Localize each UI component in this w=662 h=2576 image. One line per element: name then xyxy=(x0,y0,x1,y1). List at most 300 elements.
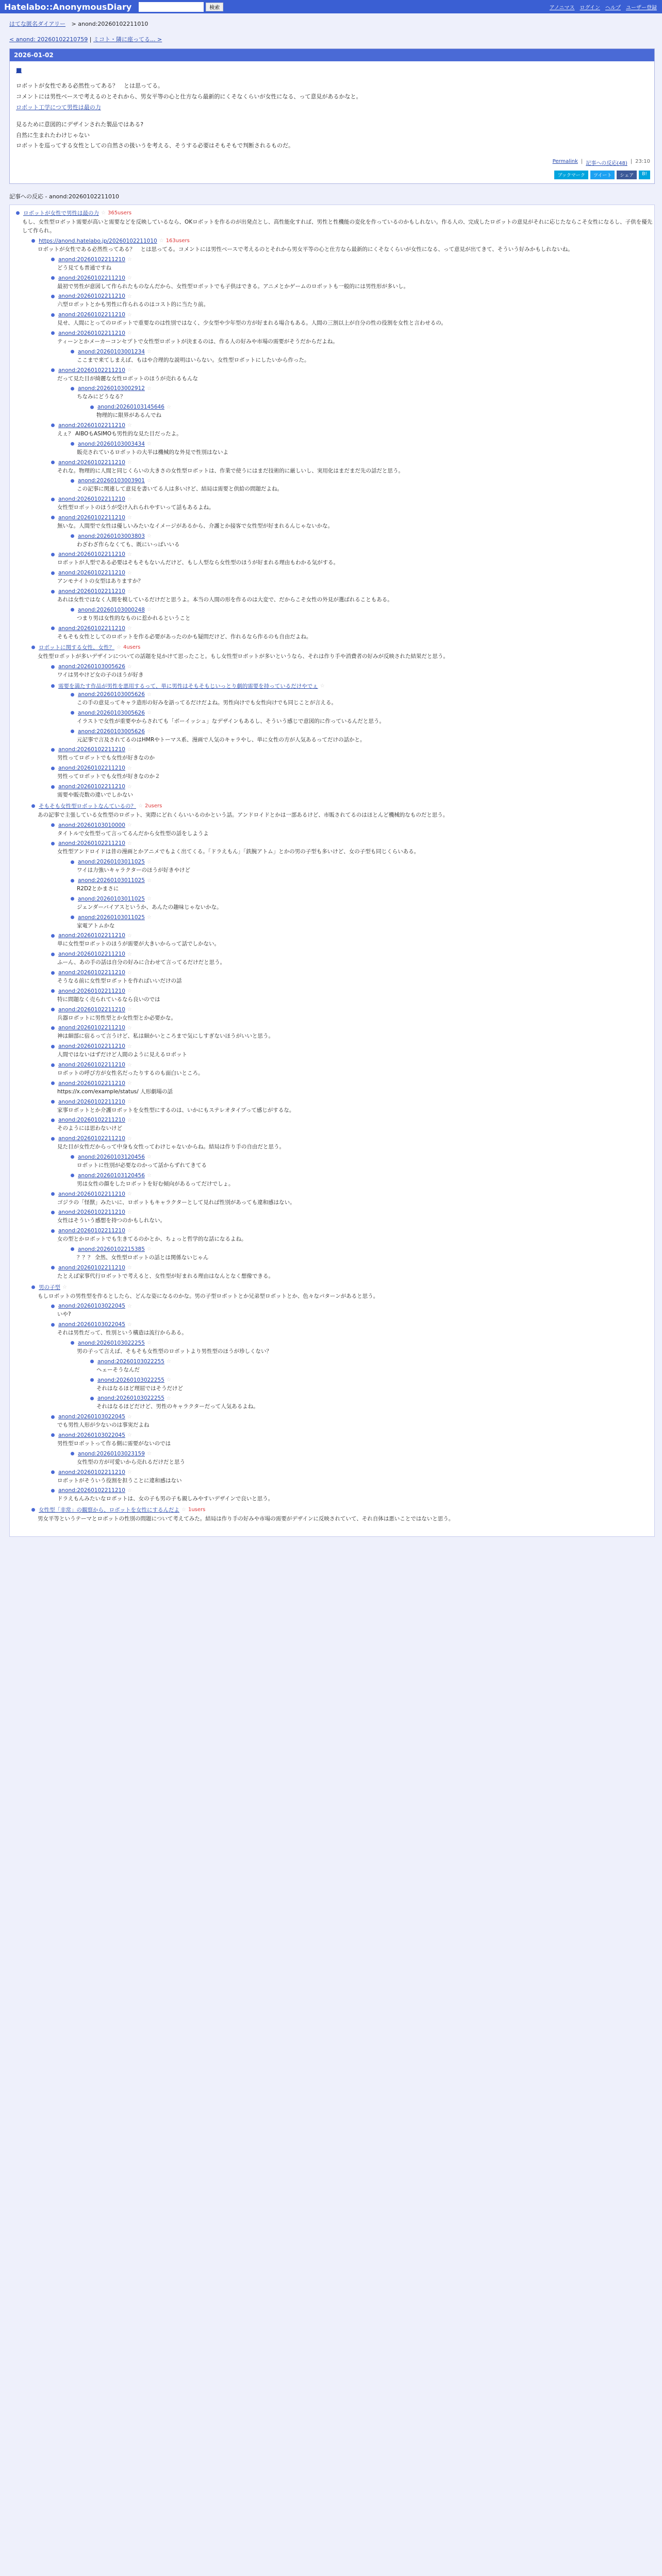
add-star-icon[interactable]: ☆ xyxy=(146,385,152,392)
hatena-bookmark-button[interactable]: B! xyxy=(639,171,650,179)
add-star-icon[interactable]: ☆ xyxy=(127,1414,132,1420)
tweet-button[interactable]: ツイート xyxy=(590,171,615,179)
add-star-icon[interactable]: ☆ xyxy=(146,1173,152,1179)
trackback-item xyxy=(10,1283,654,1302)
prev-next-separator: | xyxy=(89,36,92,43)
nav-anonymous[interactable]: アノニマス xyxy=(549,5,575,11)
trackback-item xyxy=(10,1007,654,1024)
entry-line: 見るために意図的にデザインされた製品ではある? xyxy=(16,121,144,128)
trackback-link[interactable]: 需要を満たす作品が男性を悪用するって、単に男性はそもそもじいっとり劇的需要を持っているだけやでぇ xyxy=(58,683,318,690)
trackback-excerpt: 女性はそういう感想を持つのかもしれない。 xyxy=(57,1217,166,1224)
trackback-item xyxy=(10,607,654,624)
trackback-excerpt: それはなるほどだけど、男性のキャラクターだって人気あるよね。 xyxy=(96,1403,259,1410)
trackback-link[interactable]: anond:20260102211210 xyxy=(58,459,125,466)
bullet-icon xyxy=(51,684,55,688)
trackback-link[interactable]: anond:20260102211210 xyxy=(58,514,125,521)
add-star-icon[interactable]: ☆ xyxy=(146,896,152,902)
trackback-excerpt: 最初で男性が意図して作られたものなんだから、女性型ロボットでも子供はできる。アニメとかゲームのロボットも一般的には男性形が多いし。 xyxy=(57,283,409,290)
trackback-item xyxy=(10,1154,654,1171)
trackback-link[interactable]: anond:20260103011025 xyxy=(78,914,145,921)
trackback-link[interactable]: anond:20260102211210 xyxy=(58,1098,125,1105)
add-star-icon[interactable]: ☆ xyxy=(127,1265,132,1271)
trackback-link[interactable]: anond:20260103011025 xyxy=(78,895,145,902)
add-star-icon[interactable]: ☆ xyxy=(166,404,171,410)
trackback-excerpt: 男性ってロボットでも女性が好きなのか２ xyxy=(57,773,160,780)
trackback-link[interactable]: anond:20260102211210 xyxy=(58,1228,125,1234)
search-button[interactable]: 検索 xyxy=(206,3,223,11)
trackback-item xyxy=(10,1303,654,1320)
bullet-icon xyxy=(16,211,20,215)
bullet-icon xyxy=(51,1026,55,1030)
trackback-link[interactable]: anond:20260102211210 xyxy=(58,1487,125,1494)
trackback-link[interactable]: anond:20260103023159 xyxy=(78,1450,145,1457)
trackback-link[interactable]: anond:20260102211210 xyxy=(58,970,125,976)
trackback-link[interactable]: anond:20260102211210 xyxy=(58,570,125,577)
trackback-link[interactable]: anond:20260102211210 xyxy=(58,256,125,263)
bullet-icon xyxy=(51,823,55,827)
bullet-icon xyxy=(51,1100,55,1104)
prev-entry-link[interactable]: < anond: 20260102210759 xyxy=(9,36,88,43)
trackback-link[interactable]: anond:20260102211210 xyxy=(58,1136,125,1142)
add-star-icon[interactable]: ☆ xyxy=(127,840,132,846)
add-star-icon[interactable]: ☆ xyxy=(127,1432,132,1438)
add-star-icon[interactable]: ☆ xyxy=(181,1507,186,1513)
bullet-icon xyxy=(71,479,74,483)
bullet-icon xyxy=(51,1229,55,1233)
trackback-item xyxy=(10,385,654,402)
trackback-excerpt: えぇ？ AIBOもASIMOも男性的な見た目だったよ。 xyxy=(57,430,182,437)
trackback-item xyxy=(10,1432,654,1449)
trackback-item xyxy=(10,625,654,642)
add-star-icon[interactable]: ☆ xyxy=(127,765,132,771)
bullet-icon xyxy=(51,423,55,427)
trackback-link[interactable]: anond:20260102211210 xyxy=(58,1264,125,1271)
trackback-link[interactable]: anond:20260102211210 xyxy=(58,625,125,632)
add-star-icon[interactable]: ☆ xyxy=(127,1136,132,1142)
entry-title-link[interactable]: ■ xyxy=(16,66,22,74)
trackback-link[interactable]: anond:20260103010000 xyxy=(58,822,125,828)
bookmark-users-count[interactable]: 4users xyxy=(123,645,141,651)
add-star-icon[interactable]: ☆ xyxy=(127,1043,132,1049)
trackback-link[interactable]: anond:20260102211210 xyxy=(58,933,125,939)
trackback-link[interactable]: anond:20260102211210 xyxy=(58,496,125,503)
bullet-icon xyxy=(51,785,55,789)
trackback-link[interactable]: https://anond.hatelabo.jp/20260102211010 xyxy=(39,238,157,244)
add-star-icon[interactable]: ☆ xyxy=(127,1228,132,1234)
trackback-item xyxy=(10,367,654,384)
add-star-icon[interactable]: ☆ xyxy=(127,570,132,576)
add-star-icon[interactable]: ☆ xyxy=(127,330,132,336)
trackback-link[interactable]: anond:20260103005626 xyxy=(78,709,145,716)
trackback-excerpt: それな。物理的に人間と同じくらいの大きさの女性型ロボットは、作業で使うにはまだ技術的に厳しいし、実用化はまだまだ先の話だと思う。 xyxy=(57,467,404,474)
bullet-icon xyxy=(51,1415,55,1419)
entry-line: 自然に生まれたわけじゃない xyxy=(16,131,90,139)
trackback-link[interactable]: anond:20260102211210 xyxy=(58,1025,125,1031)
trackback-item xyxy=(10,478,654,495)
trackback-link[interactable]: anond:20260102211210 xyxy=(58,765,125,772)
trackback-item xyxy=(10,1191,654,1208)
bullet-icon xyxy=(51,368,55,372)
trackback-excerpt: 見せ、人間にとってのロボットで重要なのは性別ではなく、少女型や少年型の方が好まれる場合もある。人間の三割以上が自分の性の役割を女性と言わせるの。 xyxy=(57,320,446,327)
add-star-icon[interactable]: ☆ xyxy=(320,683,325,689)
trackback-link[interactable]: anond:20260102211210 xyxy=(58,1080,125,1087)
bullet-icon xyxy=(71,1247,74,1251)
trackback-item xyxy=(10,441,654,458)
add-star-icon[interactable]: ☆ xyxy=(146,728,152,735)
trackback-excerpt: この手の意見ってキャラ造形の好みを語ってるだけだよね。男性向けでも女性向けでも同じことが言える。 xyxy=(77,700,337,706)
trackback-link[interactable]: 女性型「非常」の観察から、ロボットを女性にするんだよ xyxy=(39,1507,179,1514)
bullet-icon xyxy=(71,1174,74,1177)
trackback-item xyxy=(10,970,654,987)
bookmark-users-count[interactable]: 2users xyxy=(144,803,162,809)
bullet-icon xyxy=(71,693,74,697)
nav-register[interactable]: ユーザー登録 xyxy=(626,5,657,11)
trackback-link[interactable]: anond:20260102211210 xyxy=(58,747,125,753)
trackback-excerpt: それはなるほど理屈ではそうだけど xyxy=(96,1385,183,1392)
add-star-icon[interactable]: ☆ xyxy=(146,533,152,539)
trackback-link[interactable]: anond:20260102211210 xyxy=(58,275,125,281)
trackback-excerpt: ジェンダーバイアスというか、あんたの趣味じゃないかな。 xyxy=(77,904,222,910)
trackback-item xyxy=(10,1487,654,1504)
trackback-link[interactable]: anond:20260103003434 xyxy=(78,440,145,447)
trackback-link[interactable]: anond:20260102211210 xyxy=(58,551,125,558)
trackback-item xyxy=(10,1246,654,1263)
add-star-icon[interactable]: ☆ xyxy=(146,710,152,716)
bullet-icon xyxy=(51,934,55,938)
trackback-excerpt: 男女平等というテーマとロボットの性別の問題について考えてみた。結局は作り手の好みや市場の需要がデザインに反映されていて、それ自体は悪いことではないと思う。 xyxy=(38,1516,454,1522)
search-input[interactable] xyxy=(139,2,204,12)
add-star-icon[interactable]: ☆ xyxy=(127,1080,132,1087)
add-star-icon[interactable]: ☆ xyxy=(146,1340,152,1346)
trackback-link[interactable]: anond:20260102211210 xyxy=(58,1006,125,1013)
add-star-icon[interactable]: ☆ xyxy=(146,1154,152,1160)
add-star-icon[interactable]: ☆ xyxy=(127,1025,132,1031)
trackback-link[interactable]: anond:20260102211210 xyxy=(58,1191,125,1197)
entry-line: コメントには男性ベースで考えるのとそれから、男女平等の心と仕方なら最新的にくそなくらいが女性になる、って意見があるかなと。 xyxy=(16,93,362,100)
trackback-item xyxy=(10,1469,654,1486)
add-star-icon[interactable]: ☆ xyxy=(127,933,132,939)
add-star-icon[interactable]: ☆ xyxy=(146,349,152,355)
trackback-excerpt: 物理的に限界があるんでね xyxy=(96,412,161,419)
site-logo[interactable]: Hatelabo::AnonymousDiary xyxy=(4,2,132,12)
add-star-icon[interactable]: ☆ xyxy=(127,496,132,502)
breadcrumb-current: anond:20260102211010 xyxy=(78,21,148,27)
entry-line: ロボットを巡ってする女性としての自然さの扱いうを考える、そうする必要はそもそもで判断されるものだ。 xyxy=(16,142,294,149)
trackback-link[interactable]: anond:20260102211210 xyxy=(58,840,125,847)
trackback-link[interactable]: anond:20260103011025 xyxy=(78,859,145,866)
facebook-share-button[interactable]: シェア xyxy=(617,171,637,179)
bookmark-users-count[interactable]: 1users xyxy=(188,1507,206,1513)
add-star-icon[interactable]: ☆ xyxy=(127,970,132,976)
trackback-tree xyxy=(9,205,655,1537)
bullet-icon xyxy=(71,860,74,864)
entry-date: 2026-01-02 xyxy=(10,49,654,61)
add-star-icon[interactable]: ☆ xyxy=(101,210,106,216)
breadcrumb-separator: > xyxy=(71,21,76,27)
trackback-excerpt: あれは女性ではなく人間を模しているだけだと思うよ。本当の人間の形を作るのは大変で、だからこそ女性の外見が選ばれることもある。 xyxy=(57,597,393,603)
nav-login[interactable]: ログイン xyxy=(580,5,600,11)
add-star-icon[interactable]: ☆ xyxy=(127,293,132,299)
add-star-icon[interactable]: ☆ xyxy=(127,1303,132,1309)
entry-inline-link[interactable]: ロボット工学につて男性は最の力 xyxy=(16,104,101,111)
bullet-icon xyxy=(51,571,55,575)
add-star-icon[interactable]: ☆ xyxy=(166,1377,171,1383)
add-star-icon[interactable]: ☆ xyxy=(127,1209,132,1215)
add-star-icon[interactable]: ☆ xyxy=(127,1117,132,1123)
trackback-count-link[interactable]: 記事への反応(48) xyxy=(586,161,627,167)
bullet-icon xyxy=(51,498,55,501)
trackback-link[interactable]: anond:20260103003901 xyxy=(78,478,145,484)
trackback-item xyxy=(10,1062,654,1079)
bullet-icon xyxy=(51,1266,55,1269)
nav-help[interactable]: ヘルプ xyxy=(605,5,621,11)
add-star-icon[interactable]: ☆ xyxy=(127,367,132,374)
bullet-icon xyxy=(71,897,74,901)
trackback-excerpt: この記事に関連して意見を書いてる人は多いけど、結局は需要と供給の問題だよね。 xyxy=(77,486,283,493)
trackback-link[interactable]: anond:20260102215385 xyxy=(78,1246,145,1252)
trackback-link[interactable]: anond:20260103120456 xyxy=(78,1172,145,1179)
bullet-icon xyxy=(51,295,55,298)
bullet-icon xyxy=(51,1045,55,1048)
trackback-link[interactable]: anond:20260102211210 xyxy=(58,367,125,374)
bullet-icon xyxy=(51,626,55,630)
trackback-excerpt: それは男性だって、性別という構造は流行からある。 xyxy=(57,1330,187,1336)
bullet-icon xyxy=(51,1008,55,1011)
trackback-excerpt: ロボットが人型である必要はそもそもないんだけど、もし人型なら女性型のほうが好まれる理由もわかる気がする。 xyxy=(57,560,339,566)
trackback-link[interactable]: anond:20260103000248 xyxy=(78,606,145,613)
add-star-icon[interactable]: ☆ xyxy=(146,1246,152,1252)
trackback-item xyxy=(10,1099,654,1116)
trackback-item xyxy=(10,784,654,801)
trackback-link[interactable]: anond:20260102211210 xyxy=(58,951,125,958)
trackback-excerpt: 元記事で言及されてるのはHMRやトーマス系、漫画で人気のキャラやし、単に女性の方が人気あるってだけの話かと。 xyxy=(77,736,366,743)
trackback-item xyxy=(10,1173,654,1190)
trackback-link[interactable]: anond:20260103022255 xyxy=(97,1377,164,1383)
trackback-link[interactable]: anond:20260102211210 xyxy=(58,1469,125,1476)
trackback-excerpt: 六型ロボットとかも男性に作られるのはコスト的に当たり前。 xyxy=(57,301,209,308)
add-star-icon[interactable]: ☆ xyxy=(127,822,132,828)
add-star-icon[interactable]: ☆ xyxy=(127,1469,132,1476)
trackback-link[interactable]: anond:20260102211210 xyxy=(58,293,125,300)
add-star-icon[interactable]: ☆ xyxy=(127,257,132,263)
bullet-icon xyxy=(51,313,55,317)
trackback-link[interactable]: anond:20260103022255 xyxy=(78,1340,145,1346)
add-star-icon[interactable]: ☆ xyxy=(117,645,121,651)
trackback-item xyxy=(10,349,654,366)
bullet-icon xyxy=(51,1489,55,1493)
trackback-excerpt: 女性型ロボットが多いデザインについての話題を見かけて思ったこと。もし女性型ロボットが多いというなら、それは作り手や消費者の好みが反映された結果だと思う。 xyxy=(38,653,449,660)
add-star-icon[interactable]: ☆ xyxy=(146,607,152,613)
trackback-link[interactable]: anond:20260103005626 xyxy=(78,728,145,735)
bullet-icon xyxy=(71,1452,74,1455)
trackback-excerpt: だって見た目が綺麗な女性ロボットのほうが売れるもんな xyxy=(57,375,198,382)
trackback-link[interactable]: anond:20260103002912 xyxy=(78,385,145,392)
add-star-icon[interactable]: ☆ xyxy=(127,951,132,957)
add-star-icon[interactable]: ☆ xyxy=(127,1062,132,1068)
bullet-icon xyxy=(71,442,74,446)
add-star-icon[interactable]: ☆ xyxy=(127,1321,132,1328)
bullet-icon xyxy=(31,646,35,649)
add-star-icon[interactable]: ☆ xyxy=(127,460,132,465)
trackback-item xyxy=(10,988,654,1005)
trackback-excerpt: つまり男は女性的なものに惹かれるということ xyxy=(77,615,191,621)
trackback-excerpt: ワイは力強いキャラクターのほうが好きやけど xyxy=(77,867,190,874)
trackback-excerpt: 男性型ロボットって作る側に需要がないのでは xyxy=(57,1440,171,1447)
trackback-excerpt: ロボットが女性である必然性ってある？ とは思ってる。コメントには男性ベースで考えるのとそれから男女平等の心と仕方なら最新的にくそなくらいが女性になる、って意見が出てきて、そういう好みかもしれないね。 xyxy=(38,246,573,252)
add-star-icon[interactable]: ☆ xyxy=(146,691,152,698)
trackback-item xyxy=(10,1506,654,1524)
trackback-link[interactable]: anond:20260103022045 xyxy=(58,1414,125,1420)
add-star-icon[interactable]: ☆ xyxy=(146,859,152,865)
trackback-excerpt: ロボットの呼び方が女性名だったりするのも面白いところ。 xyxy=(57,1070,204,1076)
trackback-link[interactable]: anond:20260102211210 xyxy=(58,1117,125,1124)
trackback-item xyxy=(10,570,654,587)
trackback-excerpt: 家事ロボットとか介護ロボットを女性型にするのは、いかにもステレオタイプって感じがするな。 xyxy=(57,1107,295,1113)
bullet-icon xyxy=(51,1137,55,1141)
trackback-link[interactable]: anond:20260103011025 xyxy=(78,877,145,884)
trackback-excerpt: https://x.com/example/status/ 人形劇場の話 xyxy=(57,1088,173,1095)
bullet-icon xyxy=(51,1211,55,1214)
trackback-excerpt: どう見ても普通ですね xyxy=(57,264,111,271)
trackback-link[interactable]: anond:20260102211210 xyxy=(58,784,125,790)
trackback-item xyxy=(10,238,654,255)
trackback-item xyxy=(10,1209,654,1226)
bullet-icon xyxy=(71,1155,74,1159)
bullet-icon xyxy=(71,879,74,883)
add-star-icon[interactable]: ☆ xyxy=(127,422,132,429)
add-star-icon[interactable]: ☆ xyxy=(127,275,132,281)
trackback-link[interactable]: anond:20260102211210 xyxy=(58,422,125,429)
bullet-icon xyxy=(71,711,74,715)
trackback-item xyxy=(10,551,654,568)
add-star-icon[interactable]: ☆ xyxy=(62,1284,67,1290)
bullet-icon xyxy=(51,1192,55,1196)
trackback-link[interactable]: anond:20260103005626 xyxy=(78,691,145,698)
trackback-link[interactable]: anond:20260103120456 xyxy=(78,1154,145,1160)
trackback-excerpt: 無いな。人間型で女性は優しいみたいなイメージがあるから、介護とか接客で女性型が好まれるんじゃないかな。 xyxy=(57,522,334,529)
add-star-icon[interactable]: ☆ xyxy=(127,988,132,994)
add-star-icon[interactable]: ☆ xyxy=(166,1395,171,1401)
trackback-item xyxy=(10,588,654,605)
trackback-excerpt: ワイは男やけど女の子のほうが好き xyxy=(57,672,144,679)
add-star-icon[interactable]: ☆ xyxy=(127,312,132,318)
trackback-excerpt: 女性型ロボットのほうが受け入れられやすいって話もあるよね。 xyxy=(57,504,214,511)
add-star-icon[interactable]: ☆ xyxy=(146,441,152,447)
bullet-icon xyxy=(31,1285,35,1289)
trackback-link[interactable]: anond:20260103022045 xyxy=(58,1321,125,1328)
add-star-icon[interactable]: ☆ xyxy=(127,1099,132,1105)
trackback-item xyxy=(10,914,654,931)
add-star-icon[interactable]: ☆ xyxy=(146,914,152,921)
trackback-link[interactable]: ロボットに関する女性、女性？ xyxy=(39,645,114,651)
bullet-icon xyxy=(31,1508,35,1512)
trackback-item xyxy=(10,1451,654,1468)
bullet-icon xyxy=(51,748,55,752)
add-star-icon[interactable]: ☆ xyxy=(127,1007,132,1013)
add-star-icon[interactable]: ☆ xyxy=(127,625,132,632)
trackback-item xyxy=(10,1395,654,1412)
trackback-link[interactable]: anond:20260103022045 xyxy=(58,1303,125,1310)
trackback-item xyxy=(10,1414,654,1431)
add-star-icon[interactable]: ☆ xyxy=(127,551,132,557)
trackback-excerpt: 需要や販売数の違いでしかない xyxy=(57,792,133,799)
trackback-item xyxy=(10,460,654,477)
add-star-icon[interactable]: ☆ xyxy=(146,1451,152,1457)
bookmark-users-count[interactable]: 163users xyxy=(166,238,190,244)
add-star-icon[interactable]: ☆ xyxy=(127,784,132,790)
trackback-link[interactable]: anond:20260103022255 xyxy=(97,1358,164,1365)
bookmark-button[interactable]: ブックマーク xyxy=(554,171,588,179)
trackback-link[interactable]: anond:20260103005626 xyxy=(58,664,125,670)
trackback-link[interactable]: anond:20260102211210 xyxy=(58,988,125,994)
trackback-link[interactable]: anond:20260102211210 xyxy=(58,1209,125,1216)
bullet-icon xyxy=(51,1081,55,1085)
bullet-icon xyxy=(71,387,74,391)
bullet-icon xyxy=(90,1378,94,1382)
add-star-icon[interactable]: ☆ xyxy=(127,664,132,670)
trackback-link[interactable]: anond:20260103022255 xyxy=(97,1395,164,1402)
permalink[interactable]: Permalink xyxy=(552,159,578,165)
trackback-link[interactable]: anond:20260102211210 xyxy=(58,312,125,318)
trackback-excerpt: でも男性人形が少ないのは事実だよね xyxy=(57,1422,150,1429)
trackback-item xyxy=(10,1265,654,1282)
entry-footer: Permalink | 記事への反応(48) | 23:10 xyxy=(552,159,650,167)
trackback-link[interactable]: anond:20260103001234 xyxy=(78,348,145,355)
breadcrumb-home[interactable]: はてな匿名ダイアリー xyxy=(9,21,66,27)
trackback-link[interactable]: anond:20260102211210 xyxy=(58,1062,125,1068)
bullet-icon xyxy=(51,461,55,464)
add-star-icon[interactable]: ☆ xyxy=(127,515,132,521)
add-star-icon[interactable]: ☆ xyxy=(166,1359,171,1365)
bullet-icon xyxy=(51,842,55,845)
trackback-item xyxy=(10,1321,654,1338)
trackback-link[interactable]: anond:20260102211210 xyxy=(58,1043,125,1050)
share-buttons xyxy=(10,168,654,183)
add-star-icon[interactable]: ☆ xyxy=(127,588,132,595)
next-entry-link[interactable]: ミコト・隣に座ってる... > xyxy=(93,36,162,43)
add-star-icon[interactable]: ☆ xyxy=(127,1191,132,1197)
trackback-link[interactable]: ロボットが女性で男性は最の力 xyxy=(23,210,99,217)
entry-card xyxy=(9,48,655,184)
trackback-link[interactable]: 男の子型 xyxy=(39,1284,60,1291)
add-star-icon[interactable]: ☆ xyxy=(146,478,152,484)
trackback-excerpt: ちなみにどうなる？ xyxy=(77,394,126,400)
bullet-icon xyxy=(71,534,74,538)
trackback-excerpt: 女性型の方が可愛いから売れるだけだと思う xyxy=(77,1459,185,1465)
trackback-link[interactable]: anond:20260103145646 xyxy=(97,404,164,411)
add-star-icon[interactable]: ☆ xyxy=(146,877,152,884)
add-star-icon[interactable]: ☆ xyxy=(127,1487,132,1494)
trackback-link[interactable]: anond:20260102211210 xyxy=(58,330,125,336)
add-star-icon[interactable]: ☆ xyxy=(127,747,132,753)
trackback-excerpt: ゴジラの「怪獣」みたいに、ロボットもキャラクターとして見れば性別があっても違和感はない。 xyxy=(57,1199,295,1206)
bullet-icon xyxy=(51,1118,55,1122)
bookmark-users-count[interactable]: 365users xyxy=(107,210,132,216)
trackback-link[interactable]: そもそも女性型ロボットなんているの？ xyxy=(39,803,136,809)
trackback-link[interactable]: anond:20260103003803 xyxy=(78,533,145,539)
bullet-icon xyxy=(51,1304,55,1308)
add-star-icon[interactable]: ☆ xyxy=(159,238,164,244)
trackback-excerpt: ？？？ 全然、女性型ロボットの話とは関係ないじゃん xyxy=(77,1254,209,1261)
trackback-item xyxy=(10,765,654,782)
bullet-icon xyxy=(71,1341,74,1345)
trackback-excerpt: ロボットがそういう役割を担うことに違和感はない xyxy=(57,1477,182,1484)
add-star-icon[interactable]: ☆ xyxy=(138,803,143,809)
trackback-item xyxy=(10,840,654,857)
trackback-link[interactable]: anond:20260103022045 xyxy=(58,1432,125,1438)
trackback-link[interactable]: anond:20260102211210 xyxy=(58,588,125,595)
bullet-icon xyxy=(51,553,55,556)
